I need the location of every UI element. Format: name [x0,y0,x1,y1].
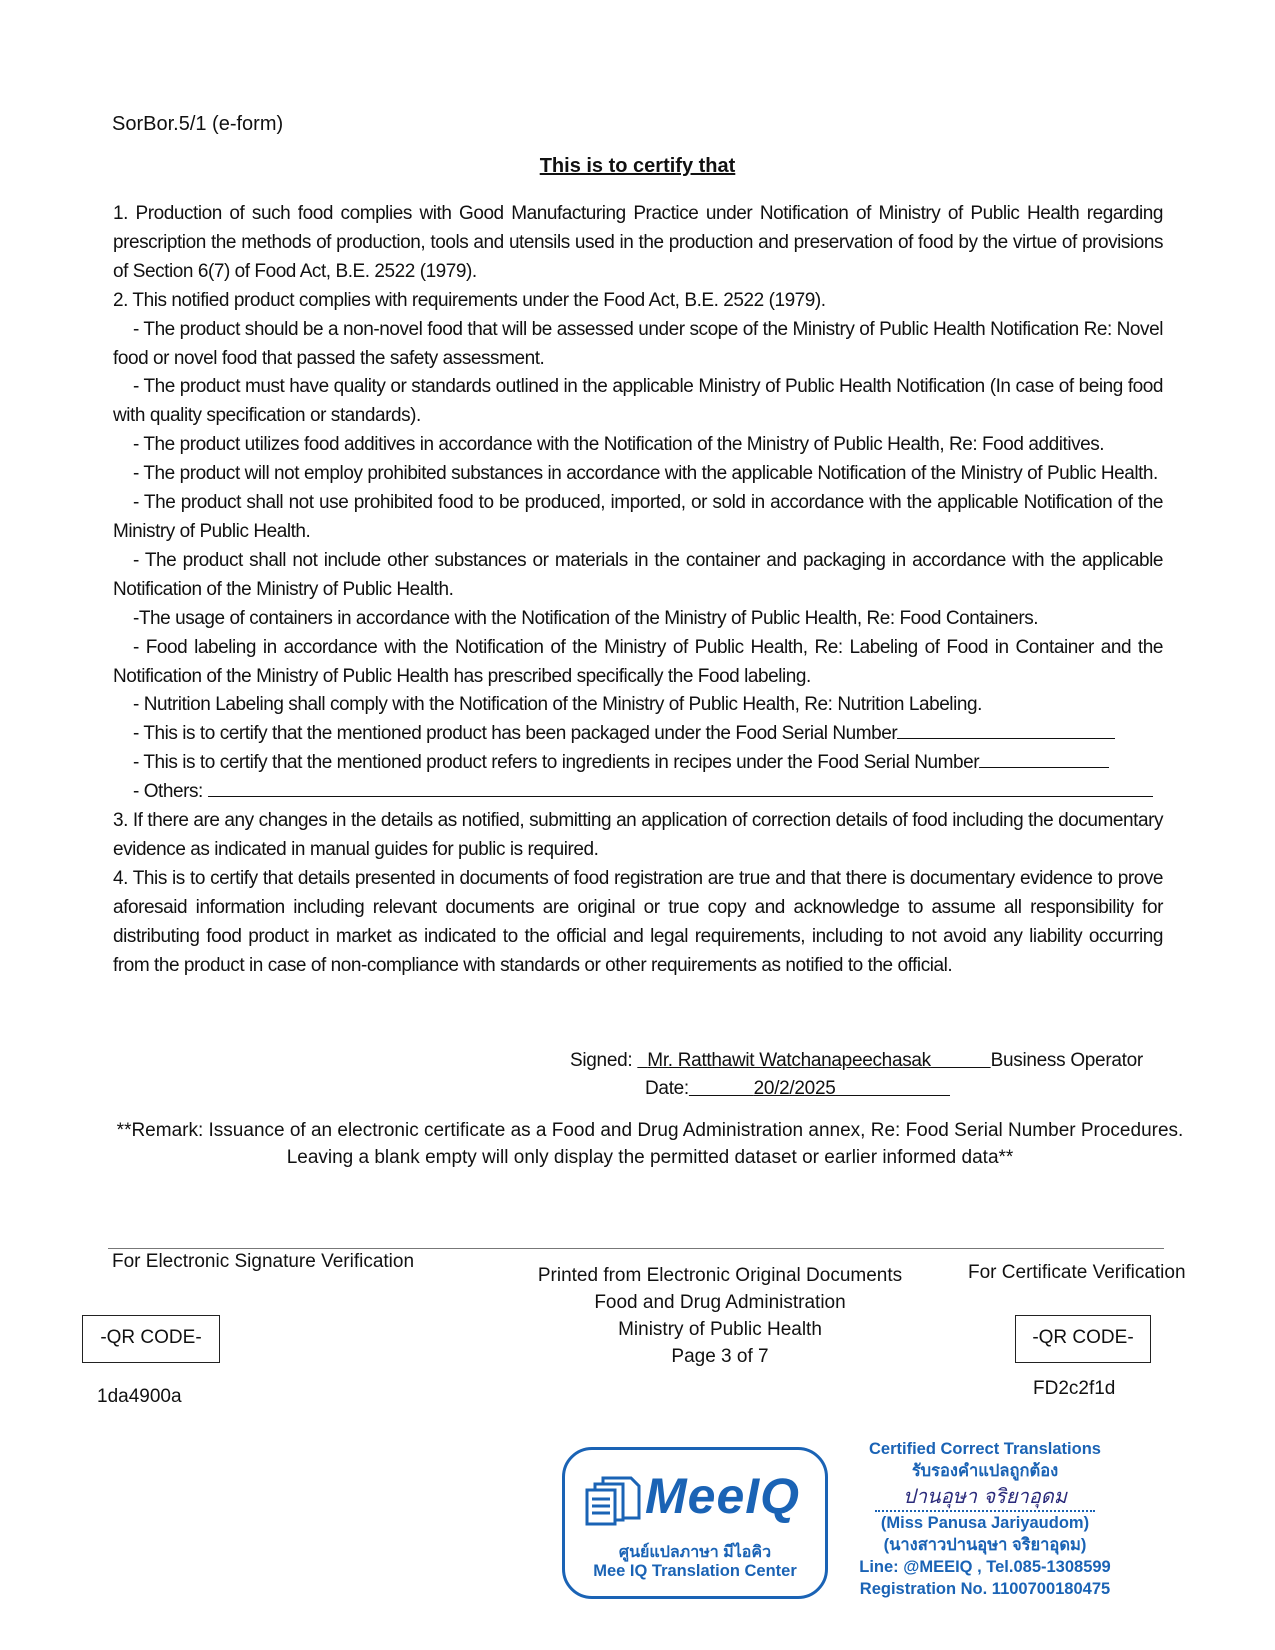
remark-note: **Remark: Issuance of an electronic certificate as a Food and Drug Administration annex, Re: Food Serial Number Procedures. Leaving a blank empty will only display the permitted dataset or earlier informed data** [116,1120,1184,1168]
esig-verification-label: For Electronic Signature Verification [112,1251,415,1272]
certificate-code: FD2c2f1d [1033,1378,1116,1399]
clause-2: 2. This notified product complies with requirements under the Food Act, B.E. 2522 (1979). [113,289,826,311]
clause-1: 1. Production of such food complies with Good Manufacturing Practice under Notification of Ministry of Public Health regarding prescription the methods of production, tools and utensils used in the production and preservation of food by the virtue of provisions of Section 6(7) of Food Act, B.E. 2522 (1979). [113,203,1163,282]
footer-divider [108,1248,1164,1249]
signer-name: Mr. Ratthawit Watchanapeechasak [647,1050,931,1071]
signature-block [570,1050,1143,1106]
packaged-serial-text: - This is to certify that the mentioned product has been packaged under the Food Serial Number [133,723,898,745]
esig-code: 1da4900a [97,1386,182,1407]
bullet-packaging-materials: - The product shall not include other substances or materials in the container and packaging in accordance with the applicable Notification of the Ministry of Public Health. [113,549,1163,600]
translator-name-en: (Miss Panusa Jariyaudom) [880,1514,1090,1532]
bullet-containers: -The usage of containers in accordance with the Notification of the Ministry of Public Health, Re: Food Containers. [133,607,1039,629]
logo-wordmark: MeeIQ [645,1468,801,1524]
logo-subtitle-english: Mee IQ Translation Center [593,1562,797,1580]
ingredients-serial-text: - This is to certify that the mentioned product refers to ingredients in recipes under the Food Serial Number [133,752,980,774]
bullet-others [113,778,1163,807]
clause-3: 3. If there are any changes in the details as notified, submitting an application of correction details of food including the documentary evidence as indicated in manual guides for public is required. [113,810,1163,860]
page-number: Page 3 of 7 [671,1346,769,1367]
date-value: 20/2/2025 [753,1078,836,1099]
translator-contact: Line: @MEEIQ , Tel.085-1308599 [859,1558,1111,1576]
stamp-title-th: รับรองคำแปลถูกต้อง [911,1462,1059,1480]
ingredients-serial-blank[interactable] [979,749,1109,768]
bullet-quality-standards: - The product must have quality or standards outlined in the applicable Ministry of Public Health Notification (In case of being food with quality specification or standards). [113,376,1163,427]
others-blank[interactable] [208,778,1153,797]
printed-line-3: Ministry of Public Health [618,1319,822,1340]
bullet-prohibited-substances: - The product will not employ prohibited substances in accordance with the applicable Notification of the Ministry of Public Health. [133,463,1158,485]
stamp-title-en: Certified Correct Translations [869,1440,1101,1458]
date-label: Date: [645,1078,689,1099]
signed-row [570,1050,1143,1078]
logo-subtitle-thai: ศูนย์แปลภาษา มีไอคิว [618,1544,772,1561]
esig-qr-code[interactable]: -QR CODE- [82,1315,220,1363]
packaged-serial-blank[interactable] [897,720,1115,739]
certificate-verification-label: For Certificate Verification [968,1262,1186,1283]
translator-signature: ปานอุษา จริยาอุดม [903,1484,1067,1508]
certification-body [113,200,1163,980]
document-title: This is to certify that [539,155,736,177]
bullet-nutrition-labeling: - Nutrition Labeling shall comply with the Notification of the Ministry of Public Health, Re: Nutrition Labeling. [133,694,982,716]
bullet-food-labeling: - Food labeling in accordance with the Notification of the Ministry of Public Health, Re: Labeling of Food in Container and the Notification of the Ministry of Public Health has prescribed specifically the Food labeling. [113,636,1163,687]
bullet-packaged-serial [113,720,1163,749]
clause-4: 4. This is to certify that details presented in documents of food registration are true and that there is documentary evidence to prove aforesaid information including relevant documents are original or true copy and acknowledge to assume all responsibility for distributing food product in market as indicated to the official and legal requirements, including to not avoid any liability occurring from the product in case of non-compliance with standards or other requirements as notified to the official. [113,867,1163,976]
document-stack-icon [583,1472,645,1528]
translator-registration: Registration No. 1100700180475 [859,1580,1111,1598]
bullet-ingredients-serial [113,749,1163,778]
signer-role: Business Operator [990,1050,1143,1071]
translator-name-th: (นางสาวปานอุษา จริยาอุดม) [883,1536,1087,1554]
translation-certification-stamp [820,1438,1150,1600]
bullet-food-additives: - The product utilizes food additives in accordance with the Notification of the Ministry of Public Health, Re: Food additives. [133,434,1105,456]
printed-line-2: Food and Drug Administration [594,1292,846,1313]
bullet-prohibited-food: - The product shall not use prohibited food to be produced, imported, or sold in accordance with the applicable Notification of the Ministry of Public Health. [113,492,1163,542]
bullet-novel-food: - The product should be a non-novel food that will be assessed under scope of the Ministry of Public Health Notification Re: Novel food or novel food that passed the safety assessment. [113,318,1163,369]
others-label: - Others: [133,781,203,803]
certificate-qr-code[interactable]: -QR CODE- [1015,1315,1151,1363]
signed-label: Signed: [570,1050,633,1071]
printed-from-block [500,1262,940,1370]
date-row [570,1078,1143,1106]
printed-line-1: Printed from Electronic Original Documents [537,1265,903,1286]
form-code: SorBor.5/1 (e-form) [112,113,284,135]
